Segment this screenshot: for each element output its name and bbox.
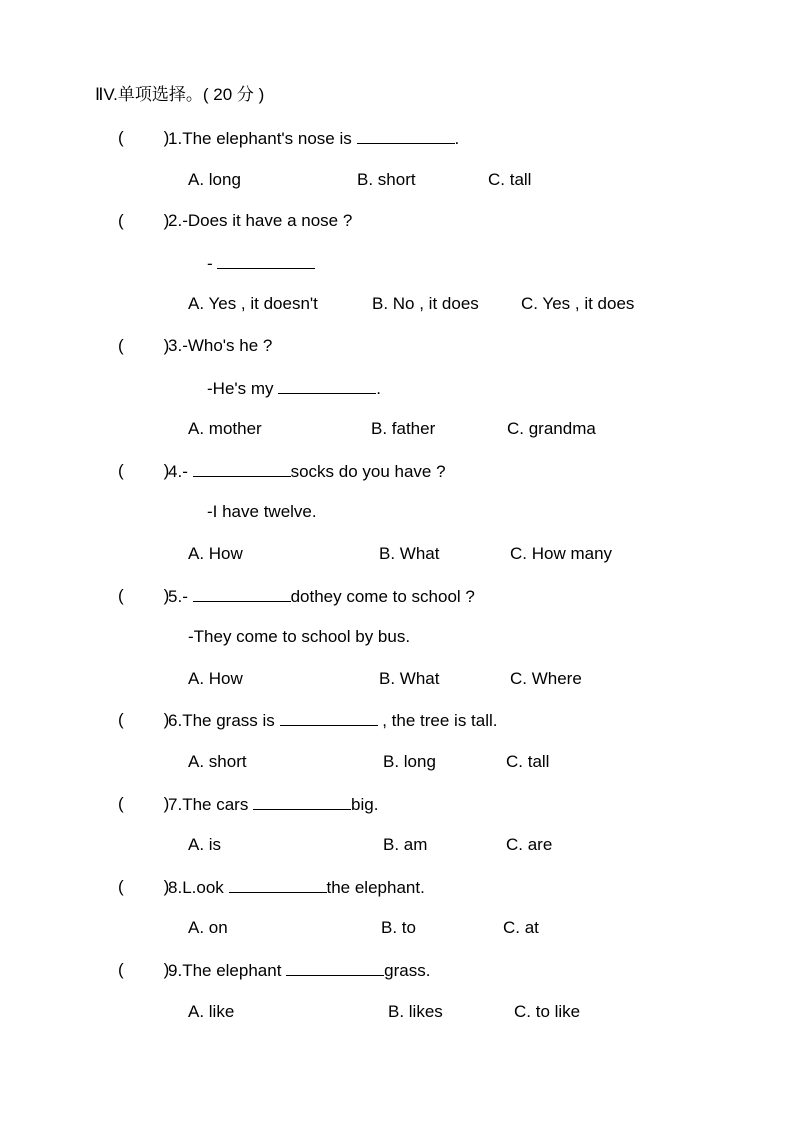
option-4a[interactable]: A. How	[188, 544, 243, 563]
question-4-reply: -I have twelve.	[207, 502, 317, 521]
question-8: 8.L.ook the elephant.	[168, 878, 425, 897]
option-3a[interactable]: A. mother	[188, 419, 262, 438]
question-1: 1.The elephant's nose is .	[168, 129, 460, 148]
option-6a[interactable]: A. short	[188, 752, 247, 771]
option-1c[interactable]: C. tall	[488, 170, 532, 189]
answer-bracket-2[interactable]: ( )	[118, 211, 170, 230]
blank-3[interactable]	[278, 378, 376, 394]
blank-4[interactable]	[193, 461, 291, 477]
option-8b[interactable]: B. to	[381, 918, 416, 937]
question-2: 2.-Does it have a nose ?	[168, 211, 353, 230]
question-7: 7.The cars big.	[168, 795, 379, 814]
blank-6[interactable]	[280, 710, 378, 726]
option-7b[interactable]: B. am	[383, 835, 428, 854]
option-6c[interactable]: C. tall	[506, 752, 550, 771]
option-6b[interactable]: B. long	[383, 752, 436, 771]
question-4: 4.- socks do you have ?	[168, 462, 446, 481]
question-5-reply: -They come to school by bus.	[188, 627, 411, 646]
option-3c[interactable]: C. grandma	[507, 419, 596, 438]
answer-bracket-7[interactable]: ( )	[118, 794, 170, 813]
option-4c[interactable]: C. How many	[510, 544, 613, 563]
question-3: 3.-Who's he ?	[168, 336, 273, 355]
blank-7[interactable]	[253, 794, 351, 810]
question-2-reply: -	[207, 253, 315, 274]
option-9b[interactable]: B. likes	[388, 1002, 443, 1021]
option-7a[interactable]: A. is	[188, 835, 222, 854]
answer-bracket-9[interactable]: ( )	[118, 960, 170, 979]
question-6: 6.The grass is , the tree is tall.	[168, 711, 498, 730]
option-8c[interactable]: C. at	[503, 918, 539, 937]
blank-5[interactable]	[193, 586, 291, 602]
blank-1[interactable]	[357, 128, 455, 144]
option-4b[interactable]: B. What	[379, 544, 440, 563]
section-title: ⅡV.单项选择。( 20 分 )	[95, 85, 265, 104]
option-2a[interactable]: A. Yes , it doesn't	[188, 294, 318, 313]
blank-2[interactable]	[217, 253, 315, 269]
option-1a[interactable]: A. long	[188, 170, 241, 189]
answer-bracket-1[interactable]: ( )	[118, 128, 170, 147]
option-9c[interactable]: C. to like	[514, 1002, 581, 1021]
question-3-reply: -He's my .	[207, 379, 381, 398]
option-7c[interactable]: C. are	[506, 835, 553, 854]
answer-bracket-3[interactable]: ( )	[118, 336, 170, 355]
answer-bracket-4[interactable]: ( )	[118, 461, 170, 480]
option-5a[interactable]: A. How	[188, 669, 243, 688]
option-2c[interactable]: C. Yes , it does	[521, 294, 635, 313]
option-5b[interactable]: B. What	[379, 669, 440, 688]
option-8a[interactable]: A. on	[188, 918, 228, 937]
option-9a[interactable]: A. like	[188, 1002, 235, 1021]
question-9: 9.The elephant grass.	[168, 961, 431, 980]
option-3b[interactable]: B. father	[371, 419, 436, 438]
blank-9[interactable]	[286, 960, 384, 976]
question-5: 5.- dothey come to school ?	[168, 587, 475, 606]
option-1b[interactable]: B. short	[357, 170, 416, 189]
blank-8[interactable]	[229, 877, 327, 893]
answer-bracket-8[interactable]: ( )	[118, 877, 170, 896]
answer-bracket-5[interactable]: ( )	[118, 586, 170, 605]
option-5c[interactable]: C. Where	[510, 669, 582, 688]
answer-bracket-6[interactable]: ( )	[118, 710, 170, 729]
option-2b[interactable]: B. No , it does	[372, 294, 479, 313]
